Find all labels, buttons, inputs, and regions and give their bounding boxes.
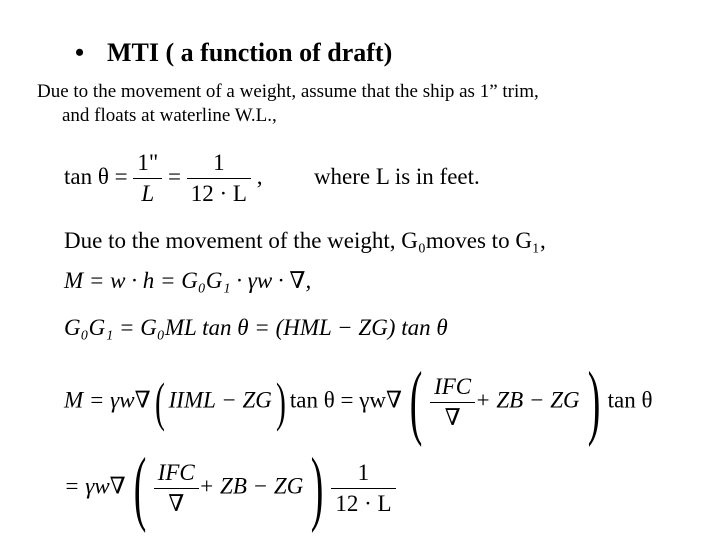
- eq1-f2-numerator: 1: [187, 148, 251, 179]
- equation-g0g1: G₀G₁ = G₀ML tan θ = (HML − ZG) tan θ: [64, 315, 448, 340]
- eq4-rest: + ZB − ZG: [475, 387, 580, 413]
- eq4-close-bigparen: ): [587, 355, 600, 448]
- intro-line-2: and floats at waterline W.L.,: [62, 105, 277, 126]
- bullet-icon: •: [75, 38, 85, 67]
- eq4-open-bigparen: (: [409, 355, 423, 448]
- eq5-rest: + ZB − ZG: [198, 473, 304, 499]
- intro-line-1: Due to the movement of a weight, assume that the ship as 1” trim,: [37, 81, 539, 102]
- eq1-note: where L is in feet.: [313, 163, 480, 189]
- eq4-paren-expr: IIML − ZG: [168, 387, 272, 413]
- eq4-tail: tan θ: [607, 387, 653, 413]
- eq5-f1-numerator: IFC: [154, 458, 199, 489]
- slide-title: [75, 38, 392, 68]
- eq5-f2-numerator: 1: [331, 458, 395, 489]
- eq4-lhs: M = γw∇: [64, 387, 151, 413]
- eq5-close-bigparen: ): [311, 441, 324, 534]
- eq5-f1-denominator: ∇: [168, 490, 185, 516]
- eq1-equals: =: [167, 163, 181, 189]
- eq1-f1-numerator: 1": [133, 148, 162, 179]
- eq4-mid: tan θ = γw∇: [289, 387, 403, 413]
- eq1-f1-denominator: L: [141, 181, 155, 206]
- eq1-fraction-1: [133, 148, 162, 209]
- equation-final: [64, 441, 396, 534]
- eq1-f2-denominator: 12 · L: [190, 181, 247, 206]
- movement-line: Due to the movement of the weight, G₀moves to G₁,: [64, 228, 546, 253]
- eq5-fraction-2: [331, 458, 395, 519]
- eq5-open-bigparen: (: [133, 441, 147, 534]
- title-text: MTI ( a function of draft): [107, 38, 393, 67]
- eq5-f2-denominator: 12 · L: [335, 490, 392, 516]
- eq4-fraction: [430, 372, 475, 433]
- eq4-open-paren: (: [154, 372, 165, 432]
- eq1-fraction-2: [187, 148, 251, 209]
- eq4-frac-numerator: IFC: [430, 372, 475, 403]
- eq5-fraction-1: [154, 458, 199, 519]
- intro-paragraph: [37, 80, 707, 128]
- equation-moment-expanded: [64, 355, 653, 448]
- eq1-lhs: tan θ =: [64, 163, 128, 189]
- eq5-lhs: = γw∇: [64, 473, 126, 499]
- equation-moment: M = w · h = G₀G₁ · γw · ∇,: [64, 268, 312, 293]
- equation-tan-theta: [64, 148, 480, 209]
- eq1-comma: ,: [256, 163, 263, 189]
- eq4-close-paren: ): [275, 372, 286, 432]
- eq4-frac-denominator: ∇: [444, 404, 461, 430]
